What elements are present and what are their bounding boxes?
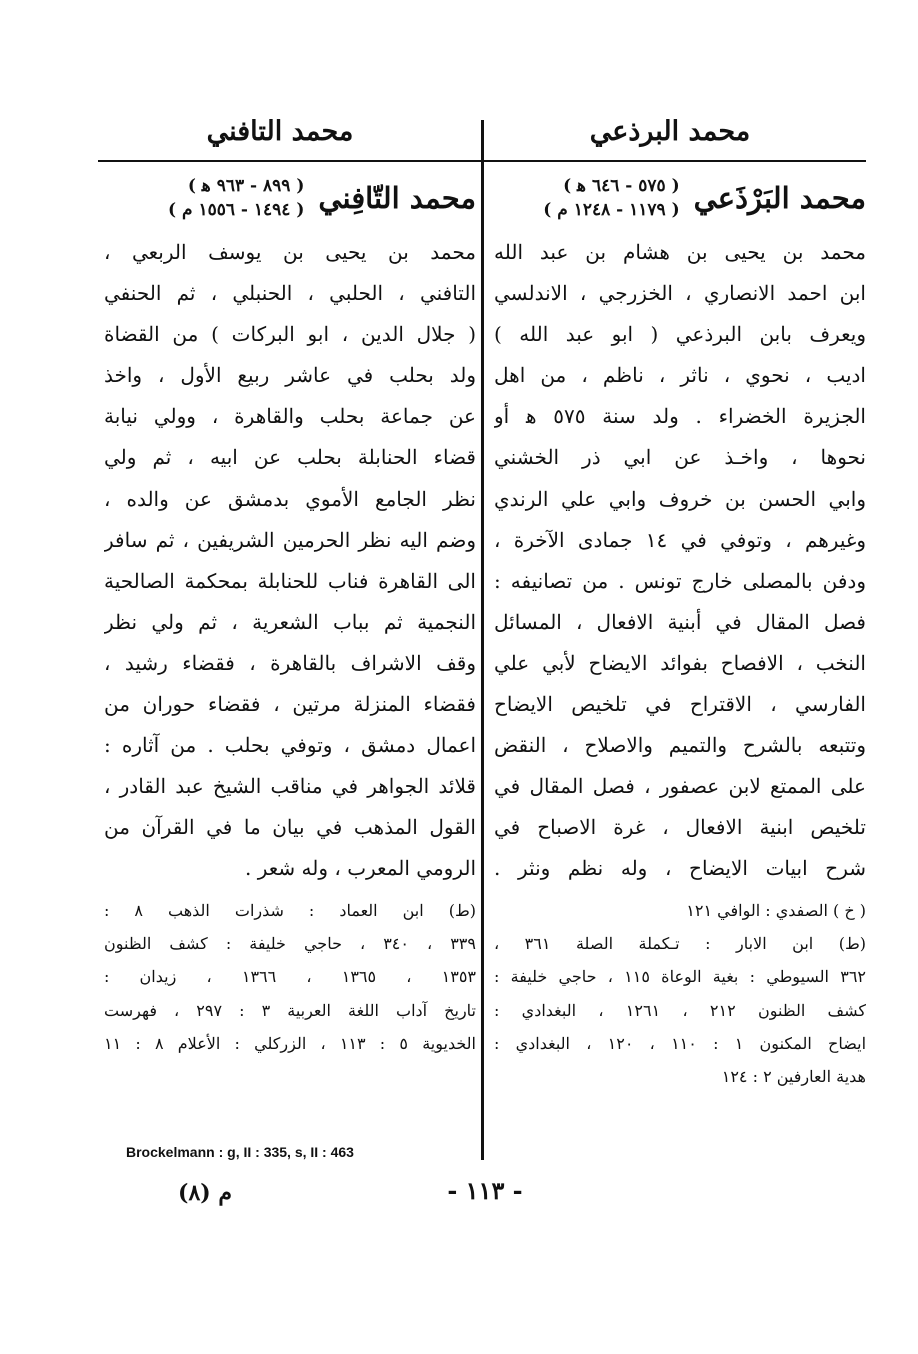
- body-line: ابن احمد الانصاري ، الخزرجي ، الاندلسي: [494, 281, 866, 306]
- body-line: شرح ابيات الايضاح ، وله نظم ونثر .: [494, 856, 866, 881]
- entry-albardhai: [494, 168, 866, 1094]
- ref-line: تاريخ آداب اللغة العربية ٣ : ٢٩٧ ، فهرست: [104, 1000, 476, 1020]
- ref-line: (ط) ابن الابار : تـكملة الصلة ٣٦١ ،: [494, 933, 866, 953]
- body-line: وغيرهم ، وتوفي في ١٤ جمادى الآخرة ،: [494, 527, 866, 552]
- entry-body: [104, 232, 476, 890]
- body-line: النجمية ثم بباب الشعرية ، ثم ولي نظر: [104, 609, 476, 634]
- body-line: على الممتع لابن عصفور ، فصل المقال في: [494, 774, 866, 799]
- dates-gregorian: ( ١٤٩٤ - ١٥٥٦ م ): [168, 200, 305, 220]
- ref-line: ٣٣٩ ، ٣٤٠ ، حاجي خليفة : كشف الظنون: [104, 933, 476, 953]
- body-line: محمد بن يحيى بن يوسف الربعي ،: [104, 240, 476, 264]
- body-line: نظر الجامع الأموي بدمشق عن والده ،: [104, 486, 476, 511]
- dates-hijri: ( ٨٩٩ - ٩٦٣ ﻫ ): [187, 176, 305, 196]
- running-head-right: محمد البرذعي: [589, 116, 751, 147]
- running-head-left: محمد التافني: [206, 116, 354, 147]
- body-line: اديب ، نحوي ، ناثر ، ناظم ، من اهل: [494, 363, 866, 388]
- ref-line: ( خ ) الصفدي : الوافي ١٢١: [686, 900, 866, 920]
- body-line: تلخيص ابنية الافعال ، غرة الاصباح في: [494, 815, 866, 840]
- body-line: قضاء الحنابلة بحلب عن ابيه ، ثم ولي: [104, 445, 476, 470]
- entry-references: [494, 894, 866, 1094]
- body-line: وابي الحسن بن خروف وابي علي الرندي: [494, 486, 866, 511]
- body-line: وضم اليه نظر الحرمين الشريفين ، ثم سافر: [104, 527, 476, 552]
- entry-name: محمد البَرْذَعي: [693, 181, 866, 215]
- body-line: النخب ، الافصاح بفوائد الايضاح لأبي علي: [494, 650, 866, 675]
- body-line: عن جماعة بحلب والقاهرة ، وولي نيابة: [104, 404, 476, 429]
- signature-mark: م (٨): [178, 1180, 232, 1206]
- body-line: وقف الاشراف بالقاهرة ، فقضاء رشيد ،: [104, 650, 476, 675]
- dates-gregorian: ( ١١٧٩ - ١٢٤٨ م ): [543, 200, 680, 220]
- ref-line: الخديوية ٥ : ١١٣ ، الزركلي : الأعلام ٨ : ١١: [104, 1034, 476, 1054]
- body-line: ( جلال الدين ، ابو البركات ) من القضاة: [104, 322, 476, 347]
- body-line: محمد بن يحيى بن هشام بن عبد الله: [494, 240, 866, 264]
- ref-line: (ط) ابن العماد : شذرات الذهب ٨ :: [104, 900, 476, 920]
- body-line: ويعرف بابن البرذعي ( ابو عبد الله ): [494, 322, 866, 347]
- body-line: الى القاهرة فناب للحنابلة بمحكمة الصالحية: [104, 568, 476, 593]
- body-line: قلائد الجواهر في مناقب الشيخ عبد القادر ،: [104, 774, 476, 799]
- body-line: فقضاء المنزلة مرتين ، فقضاء حوران من: [104, 692, 476, 717]
- body-line: الجزيرة الخضراء . ولد سنة ٥٧٥ ﻫ أو: [494, 404, 866, 429]
- ref-line: ١٣٥٣ ، ١٣٦٥ ، ١٣٦٦ ، زيدان :: [104, 967, 476, 987]
- dates-hijri: ( ٥٧٥ - ٦٤٦ ﻫ ): [563, 176, 680, 196]
- brockelmann-reference: Brockelmann : g, II : 335, s, II : 463: [126, 1144, 354, 1160]
- body-line: التافني ، الحلبي ، الحنبلي ، ثم الحنفي: [104, 281, 476, 306]
- ref-line: ايضاح المكنون ١ : ١١٠ ، ١٢٠ ، البغدادي :: [494, 1034, 866, 1054]
- body-line: وتتبعه بالشرح والتميم والاصلاح ، النقض: [494, 733, 866, 758]
- entry-altafini: [104, 168, 476, 1060]
- body-line: اعمال دمشق ، وتوفي بحلب . من آثاره :: [104, 733, 476, 758]
- entry-references: [104, 894, 476, 1061]
- body-line: ودفن بالمصلى خارج تونس . من تصانيفه :: [494, 568, 866, 593]
- page-number: - ١١٣ -: [447, 1176, 523, 1205]
- entry-heading: [104, 168, 476, 228]
- entry-heading: [494, 168, 866, 228]
- entry-dates: [168, 174, 304, 222]
- entry-dates: [543, 174, 679, 222]
- body-line: نحوها ، واخـذ عن ابي ذر الخشني: [494, 445, 866, 470]
- body-line: ولد بحلب في عاشر ربيع الأول ، واخذ: [104, 363, 476, 388]
- body-line: القول المذهب في بيان ما في القرآن من: [104, 815, 476, 840]
- entry-body: [494, 232, 866, 890]
- ref-line: كشف الظنون ٢١٢ ، ١٢٦١ ، البغدادي :: [494, 1000, 866, 1020]
- body-line: فصل المقال في أبنية الافعال ، المسائل: [494, 609, 866, 634]
- body-line: الفارسي ، الاقتراح في تلخيص الايضاح: [494, 692, 866, 717]
- entry-name: محمد التّافِني: [318, 181, 476, 215]
- ref-line: هدية العارفين ٢ : ١٢٤: [721, 1067, 866, 1087]
- body-line: الرومي المعرب ، وله شعر .: [245, 856, 476, 881]
- column-divider: [481, 120, 484, 1160]
- ref-line: ٣٦٢ السيوطي : بغية الوعاة ١١٥ ، حاجي خليفة :: [494, 967, 866, 987]
